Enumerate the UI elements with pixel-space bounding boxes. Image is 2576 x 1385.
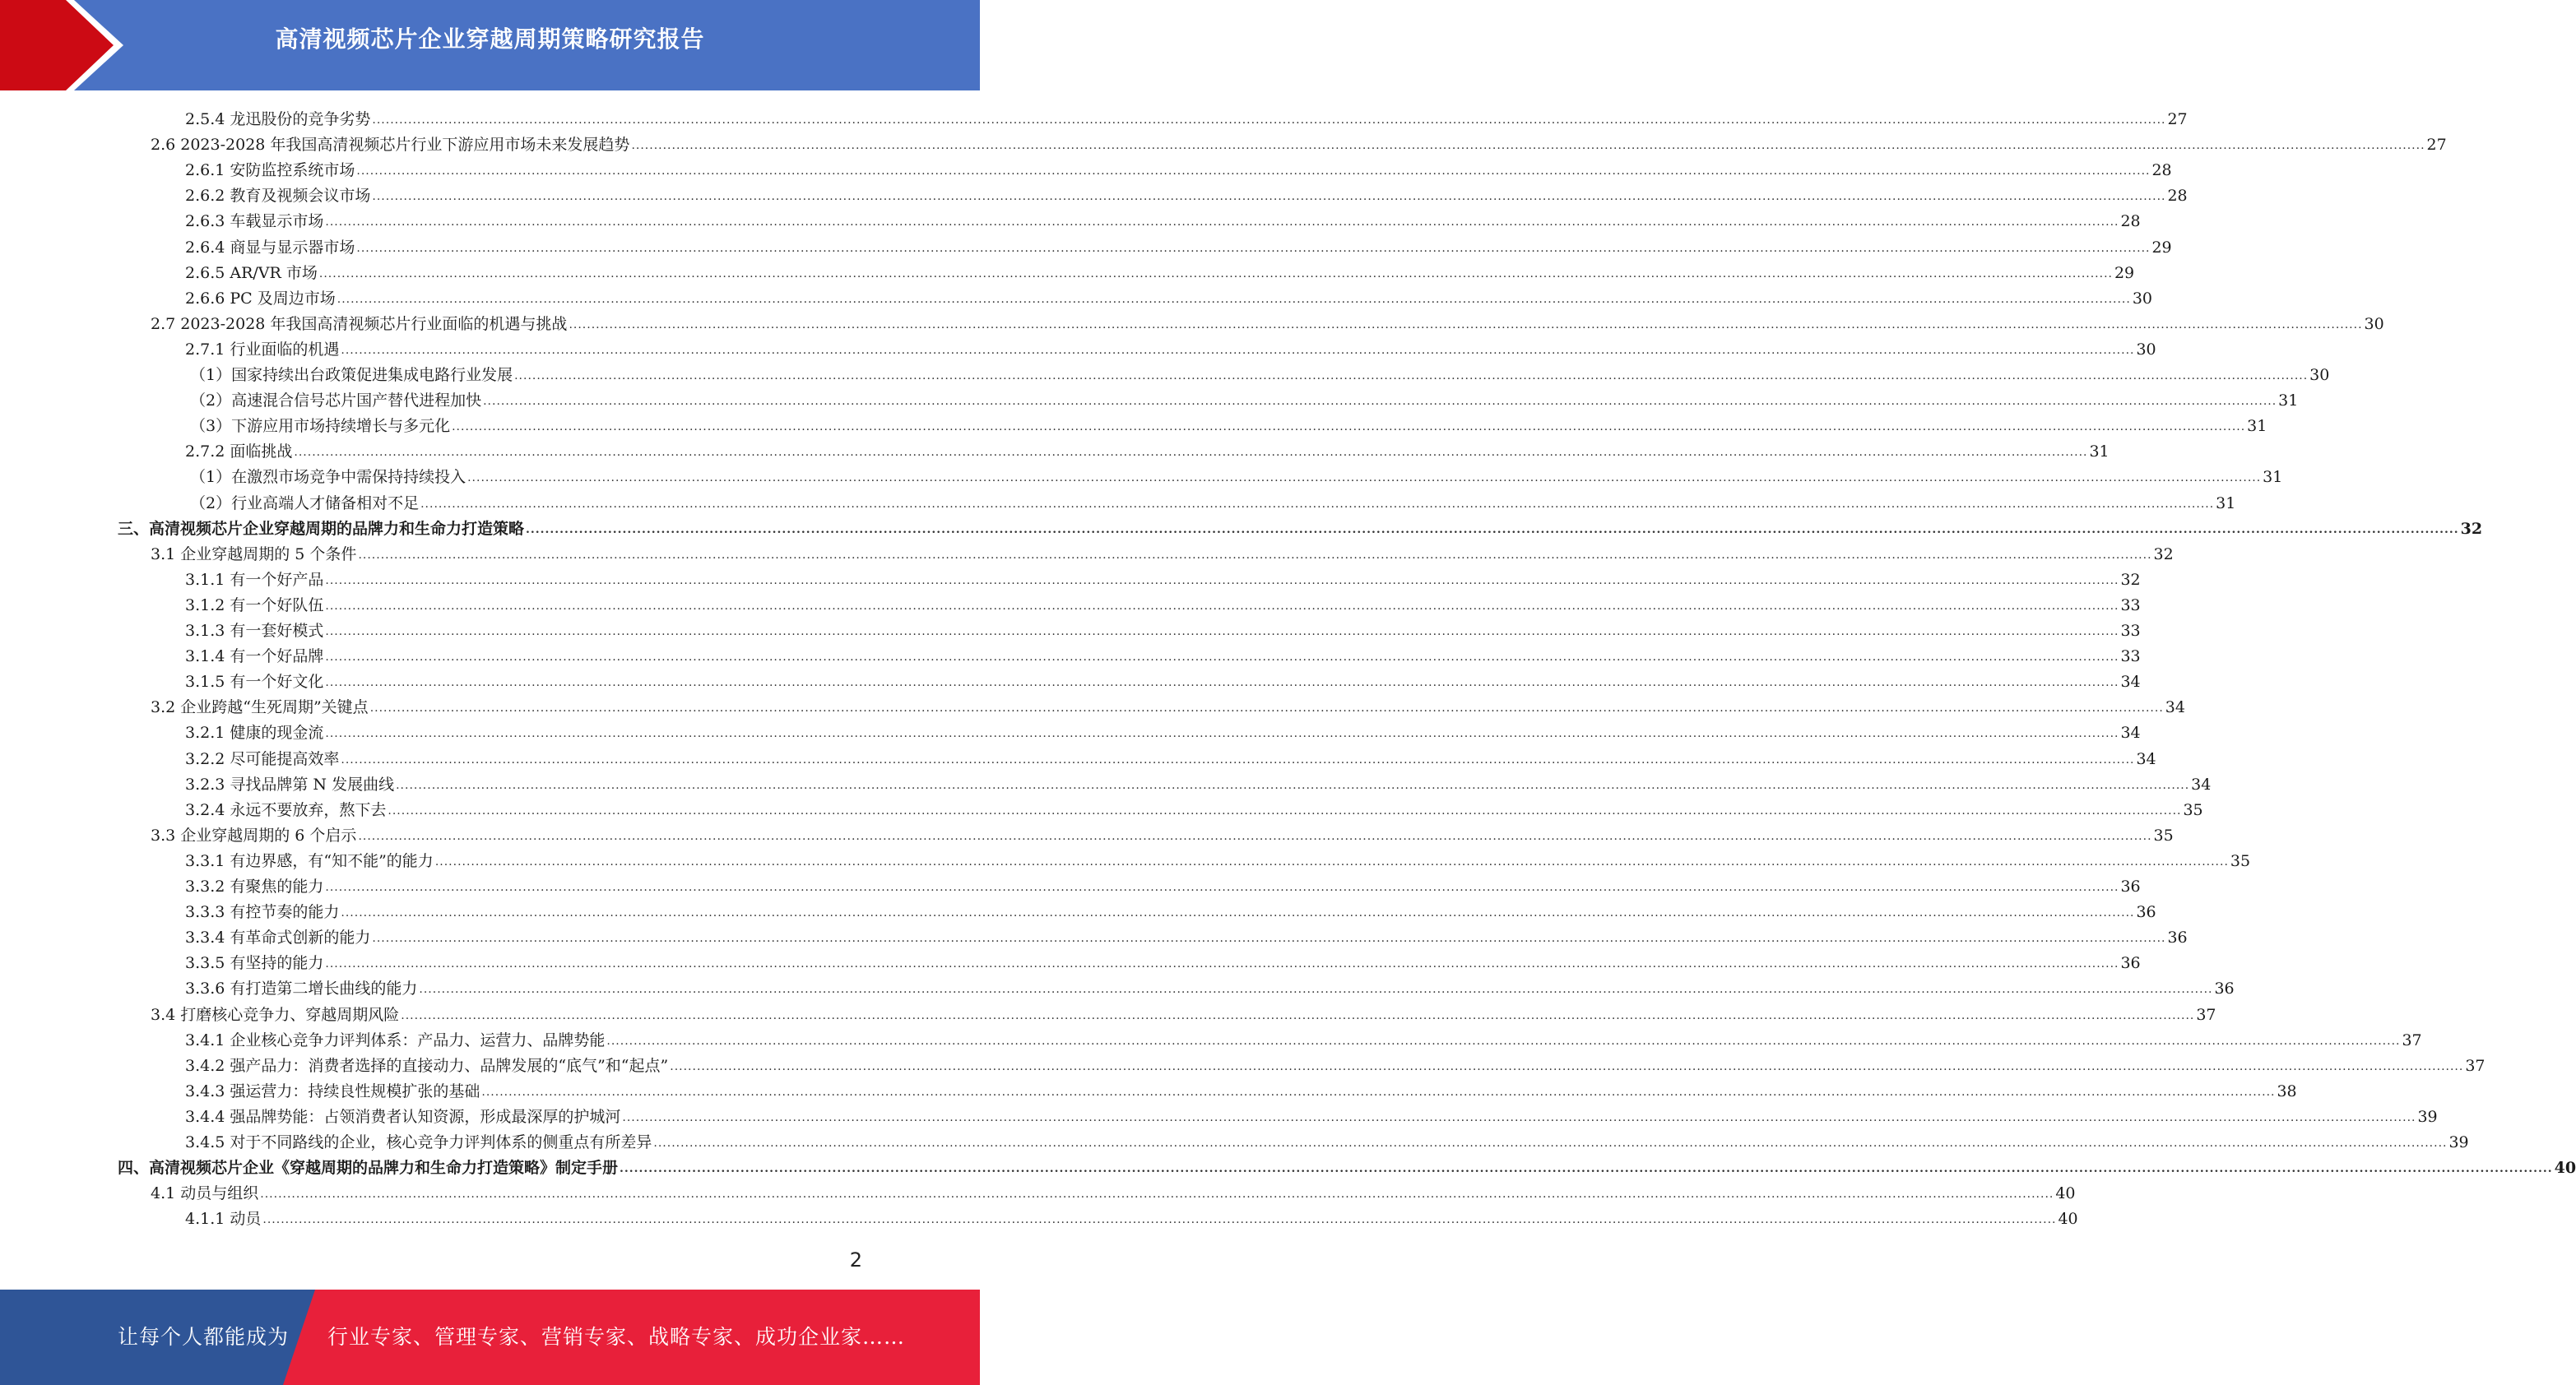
toc-leader-dots: ................................................................................................................................................................................................................................................................................................................................................................................................................	[420, 497, 2215, 511]
toc-entry-page: 29	[2151, 238, 2172, 257]
toc-leader-dots: ................................................................................................................................................................................................................................................................................................................................................................................................................	[396, 778, 2190, 792]
toc-entry[interactable]	[185, 921, 2188, 947]
toc-leader-dots: ................................................................................................................................................................................................................................................................................................................................................................................................................	[325, 881, 2119, 894]
toc-entry[interactable]	[185, 231, 2172, 257]
toc-leader-dots: ................................................................................................................................................................................................................................................................................................................................................................................................................	[526, 522, 2459, 536]
toc-entry[interactable]	[190, 487, 2236, 512]
toc-entry-page: 34	[2165, 698, 2185, 717]
toc-entry-label: 2.6.3 车载显示市场	[185, 212, 324, 231]
toc-entry[interactable]	[185, 896, 2156, 922]
toc-entry-page: 28	[2151, 161, 2172, 180]
toc-entry-label: 3.2.2 尽可能提高效率	[185, 749, 340, 768]
toc-entry[interactable]	[185, 154, 2172, 180]
toc-entry-page: 31	[2278, 391, 2299, 410]
toc-entry-label: 3.4.2 强产品力：消费者选择的直接动力、品牌发展的“底气”和“起点”	[185, 1056, 669, 1075]
toc-entry-page: 33	[2120, 595, 2141, 614]
toc-leader-dots: ................................................................................................................................................................................................................................................................................................................................................................................................................	[622, 1110, 2416, 1124]
toc-entry[interactable]	[185, 103, 2188, 128]
toc-entry[interactable]	[185, 870, 2141, 896]
toc-entry-page: 34	[2191, 775, 2212, 794]
toc-entry-label: 3.1.5 有一个好文化	[185, 673, 324, 692]
toc-entry[interactable]	[151, 128, 2447, 155]
toc-entry-label: 3.1.1 有一个好产品	[185, 570, 324, 589]
toc-leader-dots: ................................................................................................................................................................................................................................................................................................................................................................................................................	[341, 906, 2135, 920]
toc-entry[interactable]	[185, 972, 2235, 998]
toc-entry[interactable]	[185, 1075, 2297, 1100]
toc-entry[interactable]	[118, 1151, 2576, 1178]
toc-entry[interactable]	[190, 384, 2299, 410]
toc-entry-label: 3.4.4 强品牌势能：占领消费者认知资源，形成最深厚的护城河	[185, 1107, 621, 1126]
toc-entry[interactable]	[185, 1126, 2469, 1151]
toc-entry-label: 2.7.1 行业面临的机遇	[185, 340, 340, 359]
toc-entry[interactable]	[151, 998, 2216, 1024]
toc-entry[interactable]	[185, 333, 2156, 359]
toc-entry[interactable]	[185, 845, 2251, 870]
toc-entry-label: 3.3.1 有边界感，有“知不能”的能力	[185, 851, 434, 870]
page-footer	[0, 1290, 980, 1385]
toc-entry-label: 3.2.1 健康的现金流	[185, 724, 324, 743]
toc-entry-page: 33	[2120, 647, 2141, 666]
toc-entry-page: 29	[2114, 263, 2135, 282]
toc-entry-page: 31	[2263, 468, 2283, 487]
toc-entry-page: 34	[2120, 724, 2141, 743]
toc-entry-label: 3.1.2 有一个好队伍	[185, 595, 324, 614]
toc-entry-label: 2.5.4 龙迅股份的竞争劣势	[185, 110, 371, 128]
toc-leader-dots: ................................................................................................................................................................................................................................................................................................................................................................................................................	[631, 139, 2425, 153]
toc-leader-dots: ................................................................................................................................................................................................................................................................................................................................................................................................................	[325, 957, 2119, 971]
toc-entry-label: 3.3.5 有坚持的能力	[185, 954, 324, 973]
toc-entry-label: 2.6.6 PC 及周边市场	[185, 289, 336, 308]
toc-entry-label: 3.3.6 有打造第二增长曲线的能力	[185, 980, 418, 998]
toc-entry-label: 3.1 企业穿越周期的 5 个条件	[151, 544, 357, 563]
toc-entry[interactable]	[185, 640, 2141, 666]
toc-entry-label: 3.2.3 寻找品牌第 N 发展曲线	[185, 775, 395, 794]
toc-entry[interactable]	[190, 410, 2267, 436]
toc-entry-page: 30	[2132, 289, 2153, 308]
toc-entry-page: 27	[2167, 110, 2188, 128]
toc-leader-dots: ................................................................................................................................................................................................................................................................................................................................................................................................................	[358, 548, 2152, 562]
toc-leader-dots: ................................................................................................................................................................................................................................................................................................................................................................................................................	[514, 369, 2309, 382]
toc-entry-label: 3.3 企业穿越周期的 6 个启示	[151, 826, 357, 845]
toc-leader-dots: ................................................................................................................................................................................................................................................................................................................................................................................................................	[325, 727, 2119, 741]
toc-entry-label: 3.3.2 有聚焦的能力	[185, 878, 324, 896]
toc-entry-label: 2.6.2 教育及视频会议市场	[185, 187, 371, 206]
toc-entry-page: 39	[2448, 1133, 2469, 1151]
toc-entry[interactable]	[185, 1100, 2438, 1126]
toc-entry-page: 28	[2167, 187, 2188, 206]
toc-entry-label: 3.2.4 永远不要放弃，熬下去	[185, 800, 387, 819]
toc-entry[interactable]	[185, 947, 2141, 973]
toc-entry[interactable]	[185, 435, 2110, 461]
toc-entry-page: 38	[2277, 1082, 2297, 1100]
toc-leader-dots: ................................................................................................................................................................................................................................................................................................................................................................................................................	[606, 1034, 2401, 1048]
toc-entry[interactable]	[185, 563, 2141, 589]
toc-entry-label: 2.6.1 安防监控系统市场	[185, 161, 355, 180]
page-number: 2	[849, 1248, 862, 1272]
toc-entry-page: 35	[2153, 826, 2174, 845]
report-title: 高清视频芯片企业穿越周期策略研究报告	[275, 25, 705, 53]
toc-entry[interactable]	[185, 205, 2141, 231]
toc-entry-page: 32	[2153, 544, 2174, 563]
toc-entry-page: 31	[2089, 442, 2110, 461]
toc-leader-dots: ................................................................................................................................................................................................................................................................................................................................................................................................................	[483, 395, 2277, 409]
toc-entry-label: 四、高清视频芯片企业《穿越周期的品牌力和生命力打造策略》制定手册	[118, 1159, 619, 1178]
toc-entry-page: 40	[2055, 1184, 2076, 1203]
toc-entry-page: 27	[2426, 136, 2447, 155]
toc-entry-page: 28	[2120, 212, 2141, 231]
toc-entry[interactable]	[185, 768, 2212, 794]
toc-entry[interactable]	[151, 819, 2174, 845]
toc-entry-page: 34	[2136, 749, 2156, 768]
toc-entry-page: 37	[2465, 1056, 2485, 1075]
toc-entry-label: 2.7 2023-2028 年我国高清视频芯片行业面临的机遇与挑战	[151, 314, 568, 333]
toc-entry-page: 35	[2230, 851, 2251, 870]
toc-entry-page: 40	[2554, 1159, 2576, 1178]
toc-entry-label: （1）国家持续出台政策促进集成电路行业发展	[190, 366, 513, 384]
toc-leader-dots: ................................................................................................................................................................................................................................................................................................................................................................................................................	[434, 855, 2229, 869]
toc-entry[interactable]	[185, 257, 2135, 282]
toc-leader-dots: ................................................................................................................................................................................................................................................................................................................................................................................................................	[452, 420, 2246, 434]
toc-entry-label: 2.6.5 AR/VR 市场	[185, 263, 318, 282]
toc-entry-label: 2.6.4 商显与显示器市场	[185, 238, 355, 257]
toc-entry-page: 37	[2196, 1005, 2216, 1024]
toc-leader-dots: ................................................................................................................................................................................................................................................................................................................................................................................................................	[325, 573, 2119, 587]
toc-entry[interactable]	[185, 716, 2141, 743]
toc-entry-page: 32	[2460, 519, 2483, 538]
toc-entry[interactable]	[185, 1024, 2422, 1049]
toc-entry-page: 36	[2120, 954, 2141, 973]
toc-leader-dots: ................................................................................................................................................................................................................................................................................................................................................................................................................	[325, 651, 2119, 665]
toc-entry-label: 2.6 2023-2028 年我国高清视频芯片行业下游应用市场未来发展趋势	[151, 136, 630, 155]
page-header	[0, 0, 980, 90]
toc-entry[interactable]	[151, 538, 2174, 563]
toc-entry-page: 36	[2120, 878, 2141, 896]
toc-entry-page: 39	[2417, 1107, 2438, 1126]
toc-leader-dots: ................................................................................................................................................................................................................................................................................................................................................................................................................	[341, 343, 2135, 357]
toc-entry-page: 40	[2058, 1210, 2078, 1229]
toc-leader-dots: ................................................................................................................................................................................................................................................................................................................................................................................................................	[401, 1008, 2195, 1022]
toc-entry[interactable]	[190, 461, 2283, 487]
toc-leader-dots: ................................................................................................................................................................................................................................................................................................................................................................................................................	[372, 190, 2166, 204]
toc-entry[interactable]	[185, 614, 2141, 640]
toc-entry-page: 31	[2247, 417, 2267, 436]
toc-entry[interactable]	[151, 1177, 2076, 1203]
toc-entry-label: 3.4.5 对于不同路线的企业，核心竞争力评判体系的侧重点有所差异	[185, 1133, 652, 1151]
toc-leader-dots: ................................................................................................................................................................................................................................................................................................................................................................................................................	[318, 266, 2113, 280]
toc-entry-label: （2）高速混合信号芯片国产替代进程加快	[190, 391, 482, 410]
toc-entry-label: 2.7.2 面临挑战	[185, 442, 293, 461]
toc-leader-dots: ................................................................................................................................................................................................................................................................................................................................................................................................................	[337, 292, 2131, 306]
toc-entry-label: 三、高清视频芯片企业穿越周期的品牌力和生命力打造策略	[118, 519, 525, 538]
toc-entry-page: 35	[2183, 800, 2203, 819]
toc-leader-dots: ................................................................................................................................................................................................................................................................................................................................................................................................................	[419, 983, 2213, 997]
toc-leader-dots: ................................................................................................................................................................................................................................................................................................................................................................................................................	[569, 317, 2363, 331]
toc-leader-dots: ................................................................................................................................................................................................................................................................................................................................................................................................................	[372, 932, 2166, 946]
toc-entry[interactable]	[185, 589, 2141, 614]
toc-entry[interactable]	[185, 665, 2141, 692]
toc-entry[interactable]	[185, 1202, 2078, 1229]
toc-entry-page: 30	[2364, 314, 2384, 333]
toc-leader-dots: ................................................................................................................................................................................................................................................................................................................................................................................................................	[356, 164, 2151, 178]
toc-entry-label: 3.3.4 有革命式创新的能力	[185, 929, 371, 947]
toc-leader-dots: ................................................................................................................................................................................................................................................................................................................................................................................................................	[262, 1213, 2057, 1227]
toc-entry-page: 37	[2402, 1031, 2422, 1049]
toc-leader-dots: ................................................................................................................................................................................................................................................................................................................................................................................................................	[325, 215, 2119, 229]
toc-entry[interactable]	[185, 179, 2188, 206]
toc-entry-page: 36	[2136, 903, 2156, 922]
toc-entry-page: 32	[2120, 570, 2141, 589]
toc-entry[interactable]	[151, 691, 2185, 717]
toc-leader-dots: ................................................................................................................................................................................................................................................................................................................................................................................................................	[325, 599, 2119, 613]
toc-entry-label: 3.4.3 强运营力：持续良性规模扩张的基础	[185, 1082, 480, 1100]
toc-leader-dots: ................................................................................................................................................................................................................................................................................................................................................................................................................	[467, 471, 2262, 485]
toc-entry-page: 31	[2216, 493, 2236, 512]
toc-entry[interactable]	[185, 1049, 2485, 1075]
toc-entry-label: 3.3.3 有控节奏的能力	[185, 903, 340, 922]
toc-leader-dots: ................................................................................................................................................................................................................................................................................................................................................................................................................	[325, 676, 2119, 690]
toc-leader-dots: ................................................................................................................................................................................................................................................................................................................................................................................................................	[260, 1188, 2054, 1202]
toc-entry-label: 4.1 动员与组织	[151, 1184, 259, 1203]
toc-entry-label: 3.1.4 有一个好品牌	[185, 647, 324, 666]
toc-entry-page: 30	[2136, 340, 2156, 359]
toc-leader-dots: ................................................................................................................................................................................................................................................................................................................................................................................................................	[294, 446, 2088, 460]
footer-slogan-left: 让每个人都能成为	[118, 1325, 290, 1349]
toc-entry-page: 34	[2120, 673, 2141, 692]
toc-entry-page: 30	[2309, 366, 2330, 384]
toc-entry[interactable]	[151, 308, 2384, 333]
toc-entry-label: 4.1.1 动员	[185, 1210, 262, 1229]
toc-entry[interactable]	[190, 359, 2330, 384]
toc-leader-dots: ................................................................................................................................................................................................................................................................................................................................................................................................................	[341, 753, 2135, 767]
toc-entry-label: 3.2 企业跨越“生死周期”关键点	[151, 698, 369, 717]
toc-entry-page: 36	[2167, 929, 2188, 947]
toc-leader-dots: ................................................................................................................................................................................................................................................................................................................................................................................................................	[388, 804, 2182, 818]
toc-entry-label: （1）在激烈市场竞争中需保持持续投入	[190, 468, 466, 487]
toc-entry[interactable]	[185, 282, 2153, 308]
toc-entry[interactable]	[185, 743, 2156, 768]
footer-slogan-right: 行业专家、管理专家、营销专家、战略专家、成功企业家……	[327, 1325, 906, 1349]
toc-entry-page: 36	[2214, 980, 2235, 998]
toc-leader-dots: ................................................................................................................................................................................................................................................................................................................................................................................................................	[325, 625, 2119, 638]
toc-entry-label: （3）下游应用市场持续增长与多元化	[190, 417, 451, 436]
toc-leader-dots: ................................................................................................................................................................................................................................................................................................................................................................................................................	[369, 702, 2164, 716]
toc-entry-label: 3.1.3 有一套好模式	[185, 622, 324, 640]
toc-entry[interactable]	[185, 794, 2203, 819]
toc-leader-dots: ................................................................................................................................................................................................................................................................................................................................................................................................................	[372, 113, 2166, 127]
toc-leader-dots: ................................................................................................................................................................................................................................................................................................................................................................................................................	[670, 1059, 2464, 1073]
toc-entry-label: 3.4 打磨核心竞争力、穿越周期风险	[151, 1005, 400, 1024]
toc-entry-page: 33	[2120, 622, 2141, 640]
toc-leader-dots: ................................................................................................................................................................................................................................................................................................................................................................................................................	[358, 829, 2152, 843]
toc-entry-label: （2）行业高端人才储备相对不足	[190, 493, 420, 512]
toc-entry-label: 3.4.1 企业核心竞争力评判体系：产品力、运营力、品牌势能	[185, 1031, 606, 1049]
toc-leader-dots: ................................................................................................................................................................................................................................................................................................................................................................................................................	[653, 1137, 2448, 1150]
toc-leader-dots: ................................................................................................................................................................................................................................................................................................................................................................................................................	[481, 1085, 2276, 1099]
toc-leader-dots: ................................................................................................................................................................................................................................................................................................................................................................................................................	[620, 1162, 2553, 1176]
toc-entry[interactable]	[118, 512, 2483, 538]
toc-leader-dots: ................................................................................................................................................................................................................................................................................................................................................................................................................	[356, 241, 2151, 255]
